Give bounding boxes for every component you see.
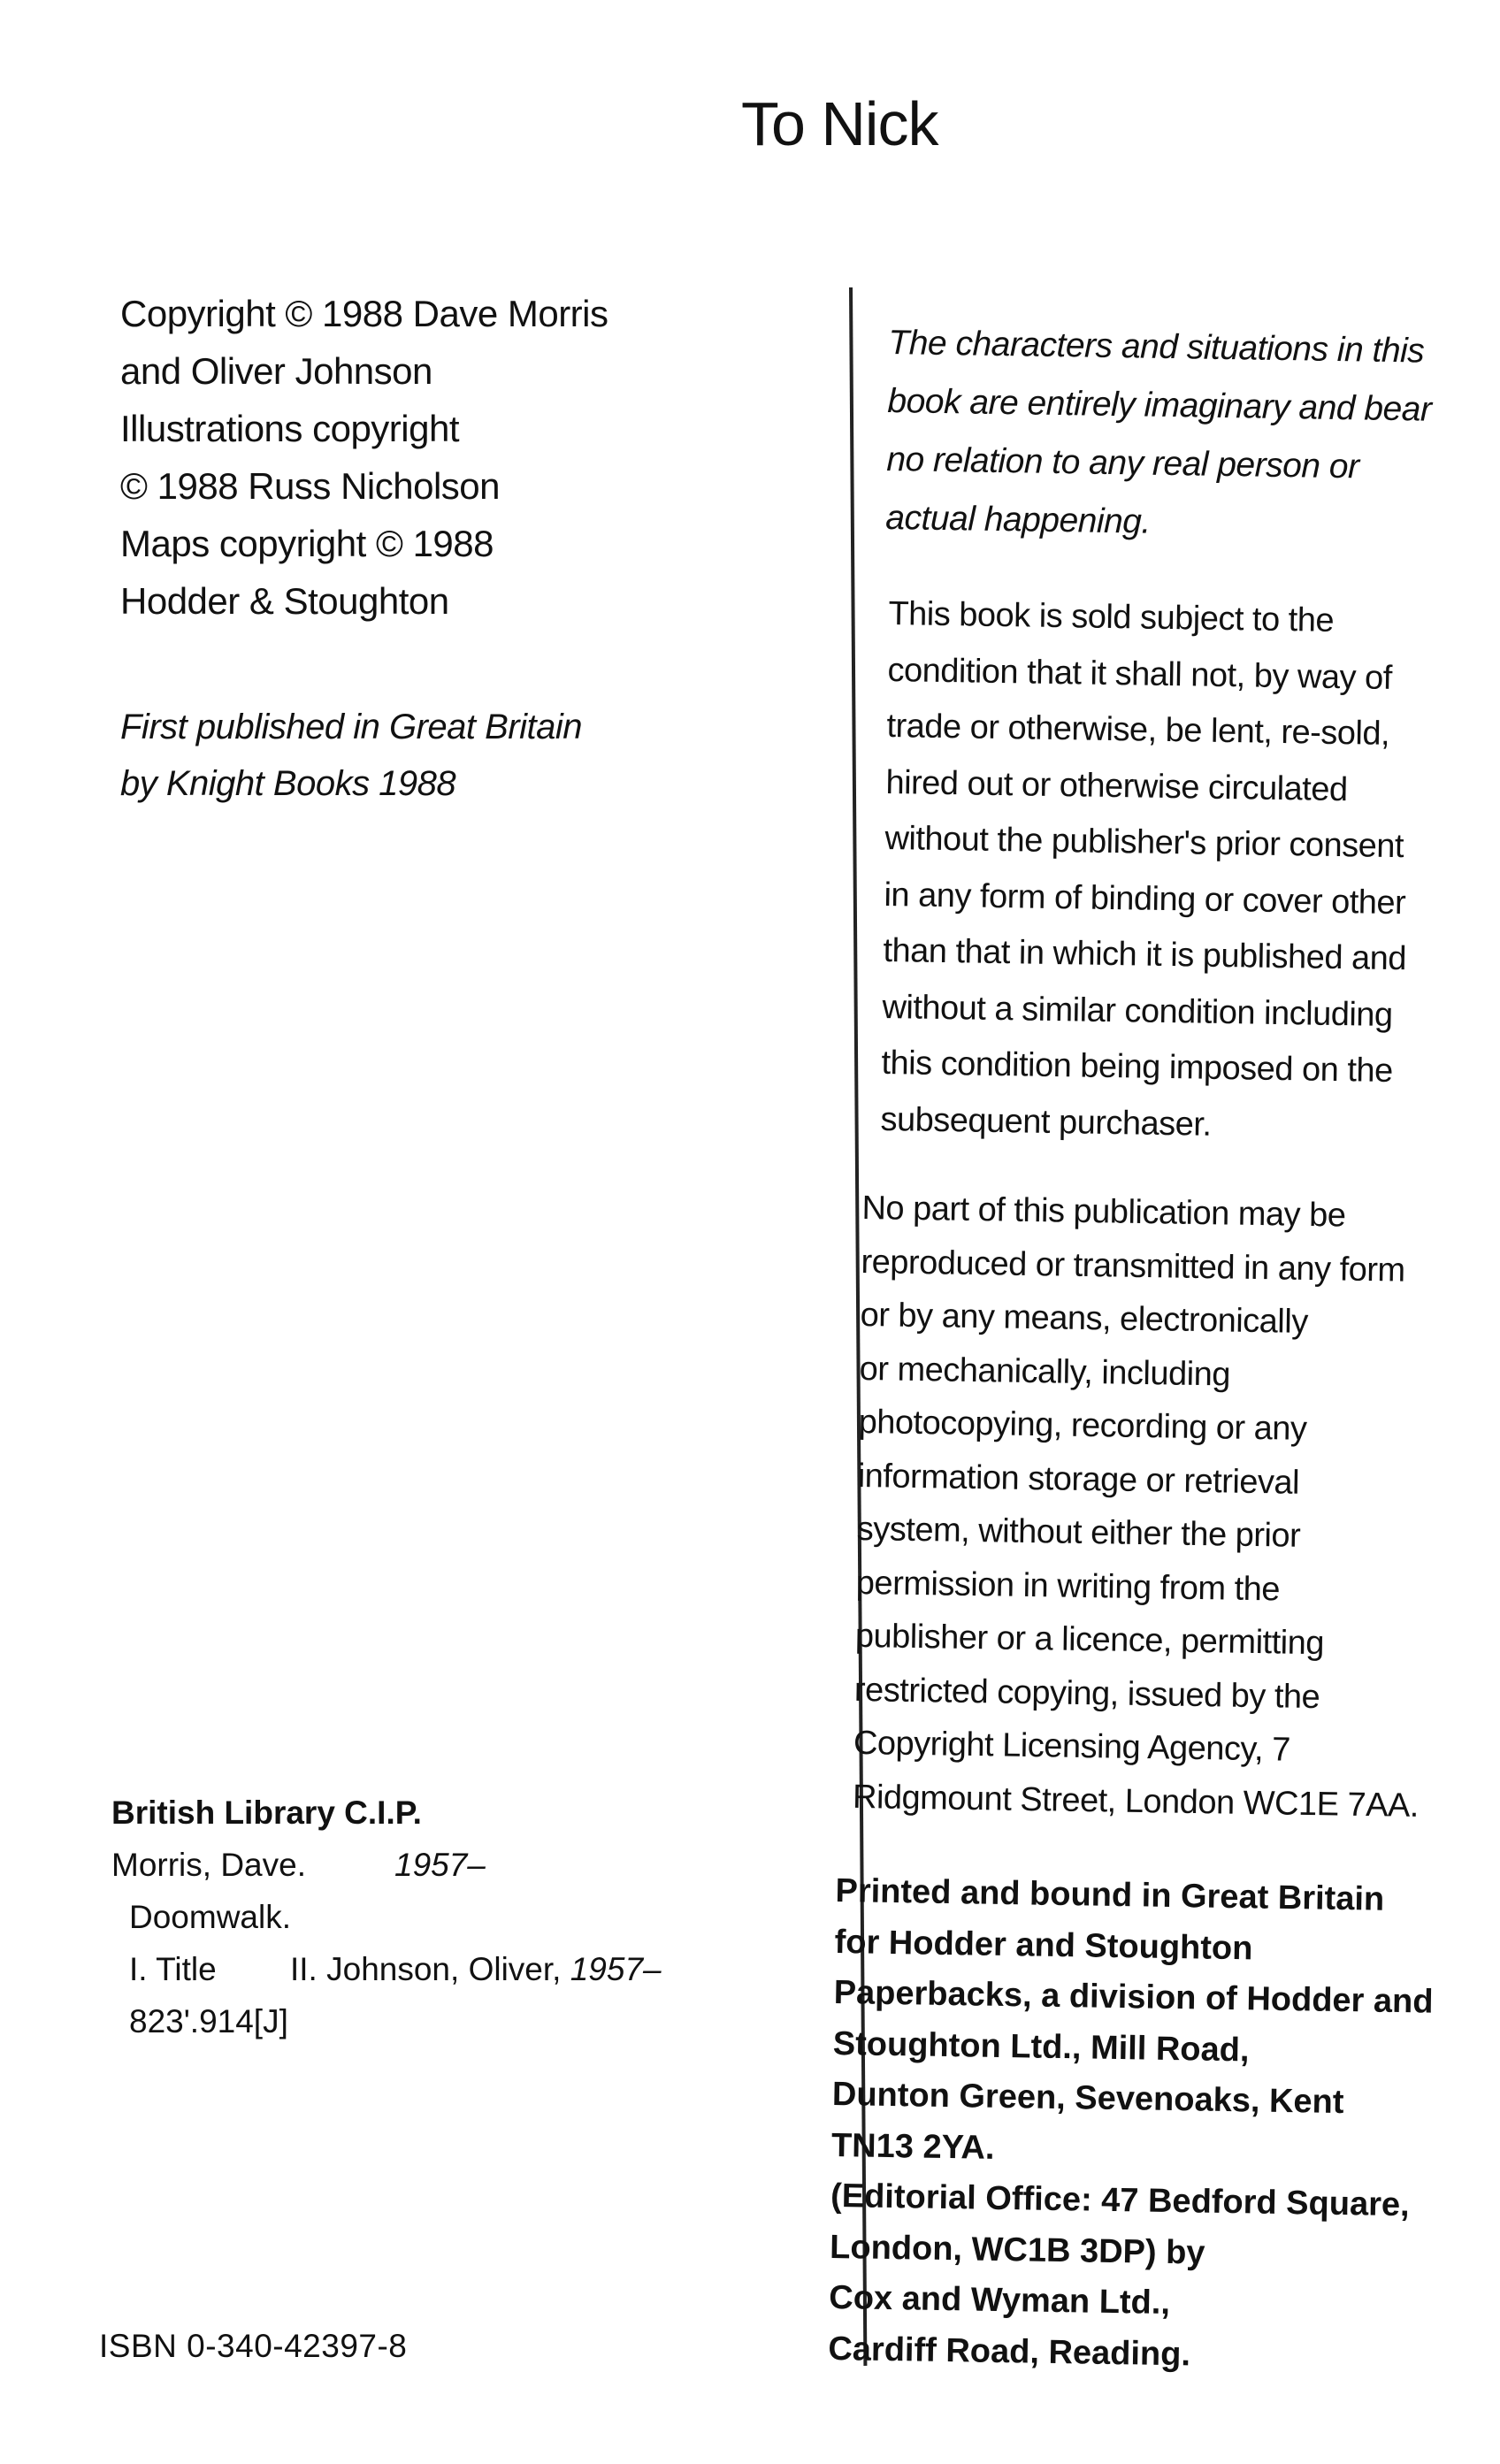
printer-line: Stoughton Ltd., Mill Road, xyxy=(832,2024,1250,2069)
cip-classification: 823'.914[J] xyxy=(129,2003,288,2039)
reproduction-line: system, without either the prior xyxy=(856,1510,1301,1555)
cip-coauthor-dates: 1957– xyxy=(570,1951,662,1987)
notice-line: no relation to any real person or xyxy=(886,440,1359,486)
copyright-line: Maps copyright © 1988 xyxy=(120,523,494,564)
sale-condition-line: without a similar condition including xyxy=(882,988,1393,1034)
sale-condition-line: in any form of binding or cover other xyxy=(884,876,1406,922)
first-published-line: First published in Great Britain xyxy=(120,708,583,746)
copyright-line: Hodder & Stoughton xyxy=(120,580,449,622)
cip-coauthor-name: II. Johnson, Oliver, xyxy=(290,1951,562,1987)
cip-entry-title: I. Title xyxy=(129,1951,217,1987)
sale-condition-line: than that in which it is published and xyxy=(883,931,1407,978)
reproduction-line: photocopying, recording or any xyxy=(858,1403,1307,1448)
copyright-line: Illustrations copyright xyxy=(120,408,460,449)
notice-line: book are entirely imaginary and bear xyxy=(887,381,1432,429)
reproduction-paragraph xyxy=(853,1182,1428,1833)
cip-title: Doomwalk. xyxy=(129,1899,291,1935)
cip-author: Morris, Dave. xyxy=(111,1847,306,1883)
printer-line: Dunton Green, Sevenoaks, Kent xyxy=(831,2075,1344,2122)
printer-line: London, WC1B 3DP) by xyxy=(829,2228,1205,2272)
printer-line: Cardiff Road, Reading. xyxy=(828,2330,1191,2373)
sale-condition-line: trade or otherwise, be lent, re-sold, xyxy=(886,707,1390,753)
cip-entry-coauthor xyxy=(290,1943,662,1995)
reproduction-line: Ridgmount Street, London WC1E 7AA. xyxy=(852,1778,1420,1825)
reproduction-line: or by any means, electronically xyxy=(860,1296,1309,1341)
reproduction-line: reproduced or transmitted in any form xyxy=(861,1243,1405,1289)
notice-line: actual happening. xyxy=(885,498,1152,541)
cip-heading: British Library C.I.P. xyxy=(111,1794,422,1831)
printer-line: Paperbacks, a division of Hodder and xyxy=(833,1973,1434,2021)
first-published-line: by Knight Books 1988 xyxy=(120,764,456,803)
isbn: ISBN 0-340-42397-8 xyxy=(99,2328,408,2364)
reproduction-line: information storage or retrieval xyxy=(857,1457,1300,1502)
sale-condition-line: condition that it shall not, by way of xyxy=(887,651,1393,697)
cip-entries-line xyxy=(111,1943,731,1995)
notice-line: The characters and situations in this xyxy=(888,323,1425,371)
printer-line: Printed and bound in Great Britain xyxy=(835,1871,1385,1918)
printer-line: for Hodder and Stoughton xyxy=(834,1923,1253,1967)
dedication: To Nick xyxy=(741,89,938,158)
sale-condition-line: this condition being imposed on the xyxy=(881,1044,1394,1090)
copyright-line: and Oliver Johnson xyxy=(120,350,432,392)
cip-author-line xyxy=(111,1839,731,1891)
reproduction-line: Copyright Licensing Agency, 7 xyxy=(853,1724,1291,1769)
cip-block xyxy=(111,1787,731,2047)
copyright-line: © 1988 Russ Nicholson xyxy=(120,465,501,507)
copyright-block xyxy=(120,285,686,630)
sale-condition-line: subsequent purchaser. xyxy=(880,1100,1212,1144)
sale-condition-line: This book is sold subject to the xyxy=(888,594,1335,639)
printer-line: (Editorial Office: 47 Bedford Square, xyxy=(830,2177,1410,2224)
printer-paragraph xyxy=(828,1866,1434,2384)
cip-author-dates: 1957– xyxy=(394,1847,486,1883)
reproduction-line: permission in writing from the xyxy=(855,1564,1281,1608)
fiction-notice xyxy=(885,314,1455,556)
first-published-block xyxy=(120,699,686,812)
printer-line: Cox and Wyman Ltd., xyxy=(829,2278,1171,2322)
copyright-line: Copyright © 1988 Dave Morris xyxy=(120,293,608,334)
printer-line: TN13 2YA. xyxy=(830,2126,995,2167)
reproduction-line: restricted copying, issued by the xyxy=(853,1671,1320,1716)
sale-condition-line: hired out or otherwise circulated xyxy=(885,763,1348,808)
reproduction-line: publisher or a licence, permitting xyxy=(854,1617,1325,1663)
sale-condition-line: without the publisher's prior consent xyxy=(884,819,1404,866)
sale-condition-paragraph xyxy=(880,586,1455,1157)
reproduction-line: or mechanically, including xyxy=(859,1350,1231,1394)
reproduction-line: No part of this publication may be xyxy=(861,1189,1346,1235)
